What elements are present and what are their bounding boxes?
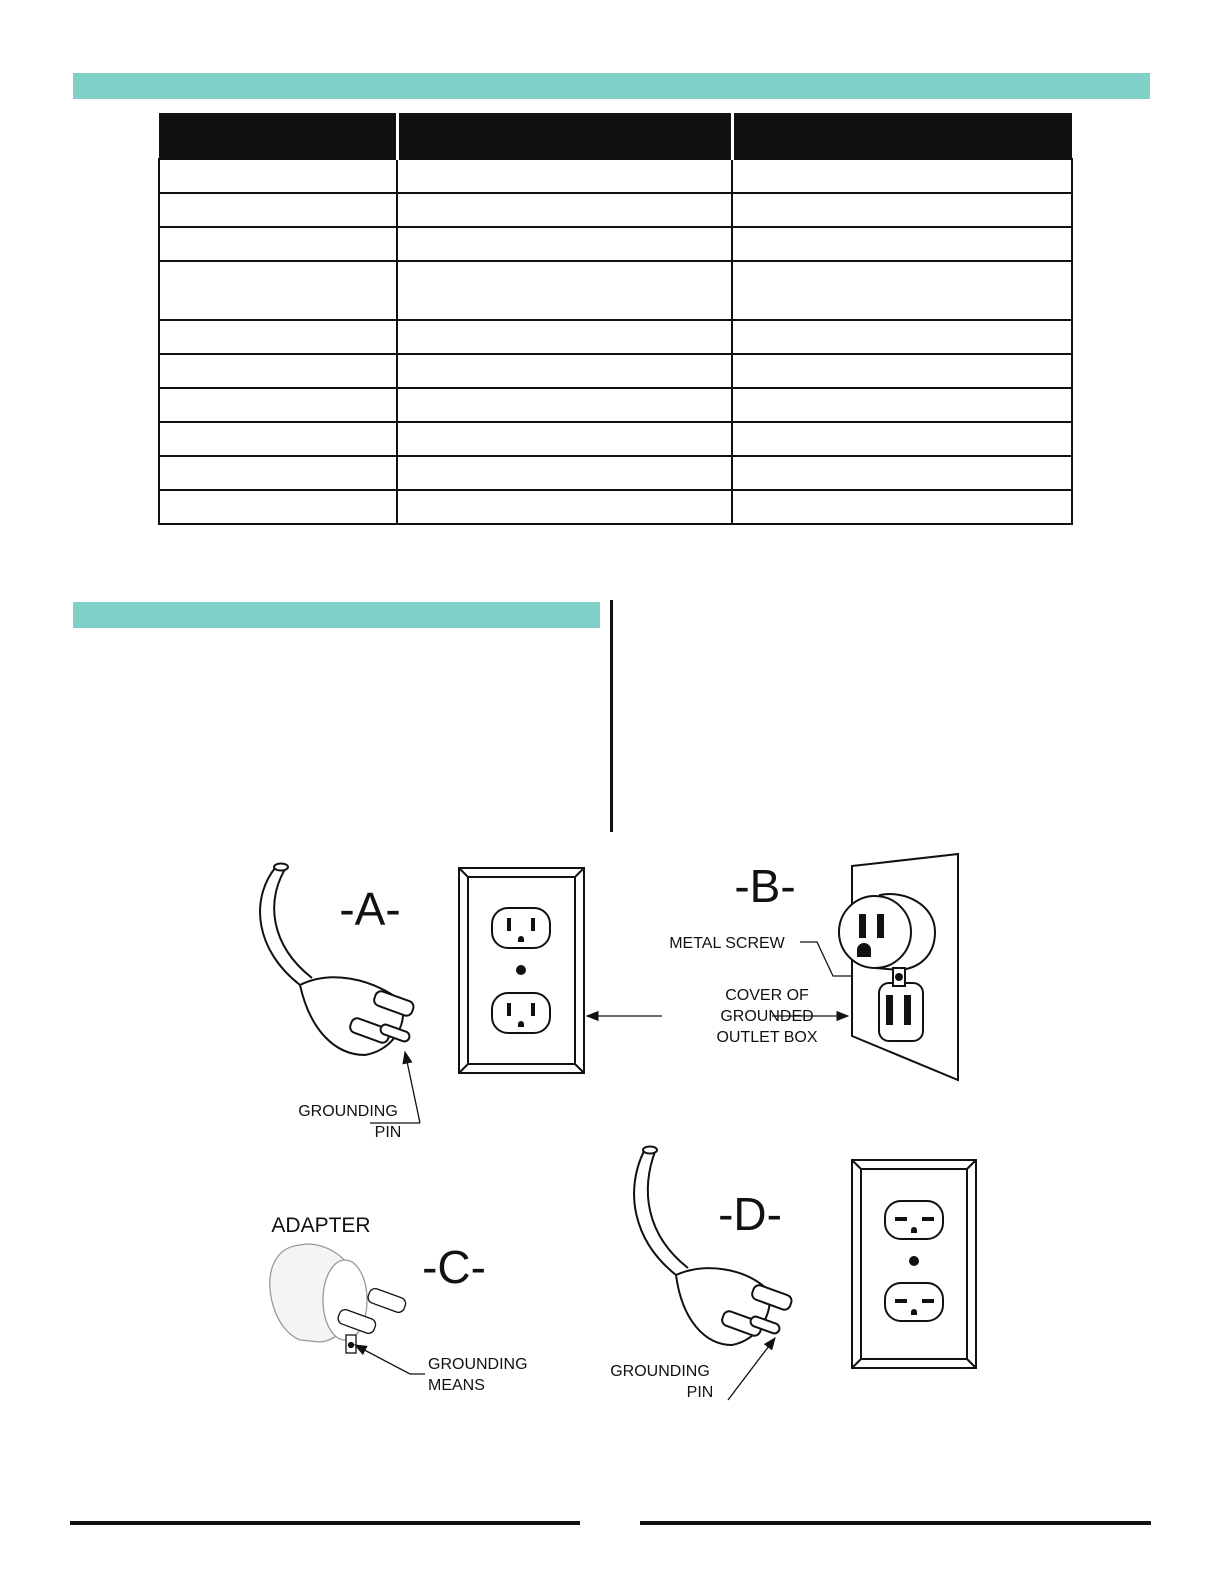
grounding-pin-leader (728, 1338, 775, 1400)
grounding-pin-label: GROUNDING (610, 1363, 710, 1380)
grounding-pin-leader (405, 1052, 420, 1123)
adapter-icon (270, 1244, 407, 1353)
grounding-means-label: GROUNDING (428, 1356, 528, 1373)
figure-label-b: -B- (734, 860, 796, 912)
grounding-pin-label: GROUNDING (298, 1103, 398, 1120)
figure-label-a: -A- (339, 883, 401, 935)
grounding-pin-label: PIN (686, 1384, 714, 1401)
adapter-label: ADAPTER (271, 1214, 371, 1237)
grounded-plug-icon (634, 1147, 793, 1346)
metal-screw-label: METAL SCREW (669, 935, 785, 952)
cover-label: COVER OF (725, 987, 809, 1004)
cover-label: GROUNDED (720, 1008, 814, 1025)
grounding-pin-label: PIN (374, 1124, 402, 1141)
figure-label-c: -C- (422, 1241, 486, 1293)
figure-label-d: -D- (718, 1188, 782, 1240)
grounding-means-label: MEANS (428, 1377, 485, 1394)
grounding-means-leader (355, 1345, 425, 1374)
footer-rule-left (70, 1521, 580, 1525)
footer-rule-right (640, 1521, 1151, 1525)
cover-label: OUTLET BOX (716, 1029, 818, 1046)
